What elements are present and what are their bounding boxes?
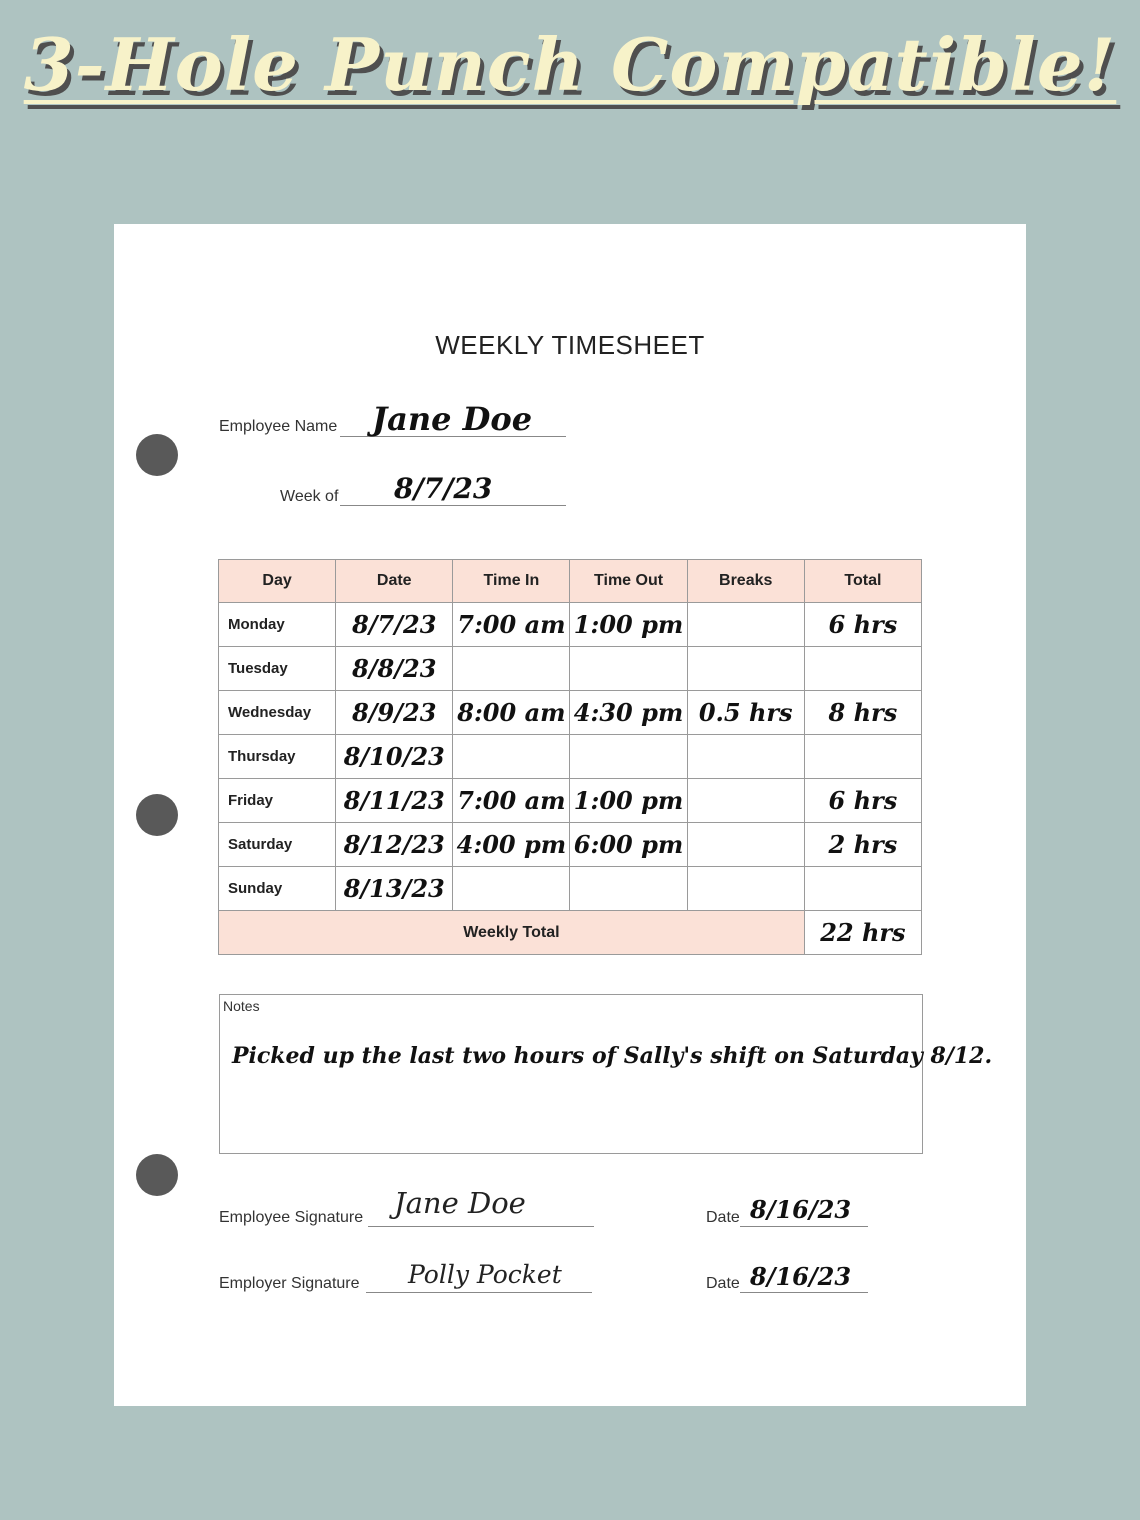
row-date[interactable]: 8/12/23: [336, 823, 453, 867]
employer-signature-label: Employer Signature: [219, 1275, 360, 1292]
row-breaks[interactable]: 0.5 hrs: [687, 691, 804, 735]
row-time-in[interactable]: 7:00 am: [453, 603, 570, 647]
row-day: Sunday: [219, 867, 336, 911]
header-date: Date: [336, 560, 453, 603]
row-total[interactable]: [804, 647, 921, 691]
table-row: [219, 823, 922, 867]
row-time-out[interactable]: [570, 867, 687, 911]
header-time-out: Time Out: [570, 560, 687, 603]
row-breaks[interactable]: [687, 867, 804, 911]
employer-date-label: Date: [706, 1275, 740, 1292]
row-time-out[interactable]: [570, 647, 687, 691]
employee-name-value[interactable]: Jane Doe: [372, 400, 533, 438]
week-of-value[interactable]: 8/7/23: [394, 472, 493, 505]
row-breaks[interactable]: [687, 779, 804, 823]
row-breaks[interactable]: [687, 735, 804, 779]
row-breaks[interactable]: [687, 603, 804, 647]
row-day: Tuesday: [219, 647, 336, 691]
table-row: [219, 603, 922, 647]
header-time-in: Time In: [453, 560, 570, 603]
notes-label: Notes: [223, 998, 260, 1014]
row-time-out[interactable]: 1:00 pm: [570, 603, 687, 647]
row-day: Saturday: [219, 823, 336, 867]
row-time-in[interactable]: 4:00 pm: [453, 823, 570, 867]
row-breaks[interactable]: [687, 647, 804, 691]
employee-date-label: Date: [706, 1209, 740, 1226]
timesheet-table: [218, 559, 922, 955]
table-row: [219, 867, 922, 911]
row-time-in[interactable]: 8:00 am: [453, 691, 570, 735]
table-header-row: [219, 560, 922, 603]
header-breaks: Breaks: [687, 560, 804, 603]
row-time-in[interactable]: [453, 735, 570, 779]
row-time-out[interactable]: 6:00 pm: [570, 823, 687, 867]
punch-hole-middle: [136, 794, 178, 836]
weekly-total-label: Weekly Total: [219, 911, 805, 955]
notes-text[interactable]: Picked up the last two hours of Sally's shift on Saturday 8/12.: [232, 1043, 993, 1069]
employee-signature-line: [368, 1226, 594, 1227]
employee-name-label: Employee Name: [219, 418, 338, 435]
employee-signature-label: Employee Signature: [219, 1209, 364, 1226]
row-time-out[interactable]: 4:30 pm: [570, 691, 687, 735]
employee-date-line: [740, 1226, 868, 1227]
week-of-line: [340, 505, 566, 506]
banner-title: 3-Hole Punch Compatible!: [23, 22, 1117, 107]
employer-date-line: [740, 1292, 868, 1293]
header-day: Day: [219, 560, 336, 603]
table-row: [219, 779, 922, 823]
row-day: Friday: [219, 779, 336, 823]
punch-hole-top: [136, 434, 178, 476]
row-total[interactable]: 8 hrs: [804, 691, 921, 735]
row-time-in[interactable]: [453, 647, 570, 691]
row-time-out[interactable]: 1:00 pm: [570, 779, 687, 823]
row-time-in[interactable]: [453, 867, 570, 911]
row-day: Monday: [219, 603, 336, 647]
punch-hole-bottom: [136, 1154, 178, 1196]
employee-date-value[interactable]: 8/16/23: [750, 1195, 852, 1224]
row-total[interactable]: 2 hrs: [804, 823, 921, 867]
table-row: [219, 691, 922, 735]
row-date[interactable]: 8/7/23: [336, 603, 453, 647]
week-of-label: Week of: [280, 488, 339, 505]
employer-date-value[interactable]: 8/16/23: [750, 1262, 852, 1291]
row-total[interactable]: 6 hrs: [804, 603, 921, 647]
weekly-total-row: [219, 911, 922, 955]
row-date[interactable]: 8/9/23: [336, 691, 453, 735]
weekly-total-value[interactable]: 22 hrs: [804, 911, 921, 955]
row-date[interactable]: 8/8/23: [336, 647, 453, 691]
employer-signature-line: [366, 1292, 592, 1293]
header-total: Total: [804, 560, 921, 603]
table-row: [219, 647, 922, 691]
row-time-out[interactable]: [570, 735, 687, 779]
page-title: WEEKLY TIMESHEET: [435, 330, 705, 360]
row-date[interactable]: 8/13/23: [336, 867, 453, 911]
table-row: [219, 735, 922, 779]
notes-box[interactable]: [219, 994, 993, 1154]
row-date[interactable]: 8/10/23: [336, 735, 453, 779]
row-breaks[interactable]: [687, 823, 804, 867]
row-day: Wednesday: [219, 691, 336, 735]
row-total[interactable]: [804, 735, 921, 779]
employee-signature-value[interactable]: Jane Doe: [394, 1186, 526, 1220]
row-total[interactable]: [804, 867, 921, 911]
row-time-in[interactable]: 7:00 am: [453, 779, 570, 823]
employer-signature-value[interactable]: Polly Pocket: [408, 1260, 562, 1289]
row-total[interactable]: 6 hrs: [804, 779, 921, 823]
row-date[interactable]: 8/11/23: [336, 779, 453, 823]
row-day: Thursday: [219, 735, 336, 779]
